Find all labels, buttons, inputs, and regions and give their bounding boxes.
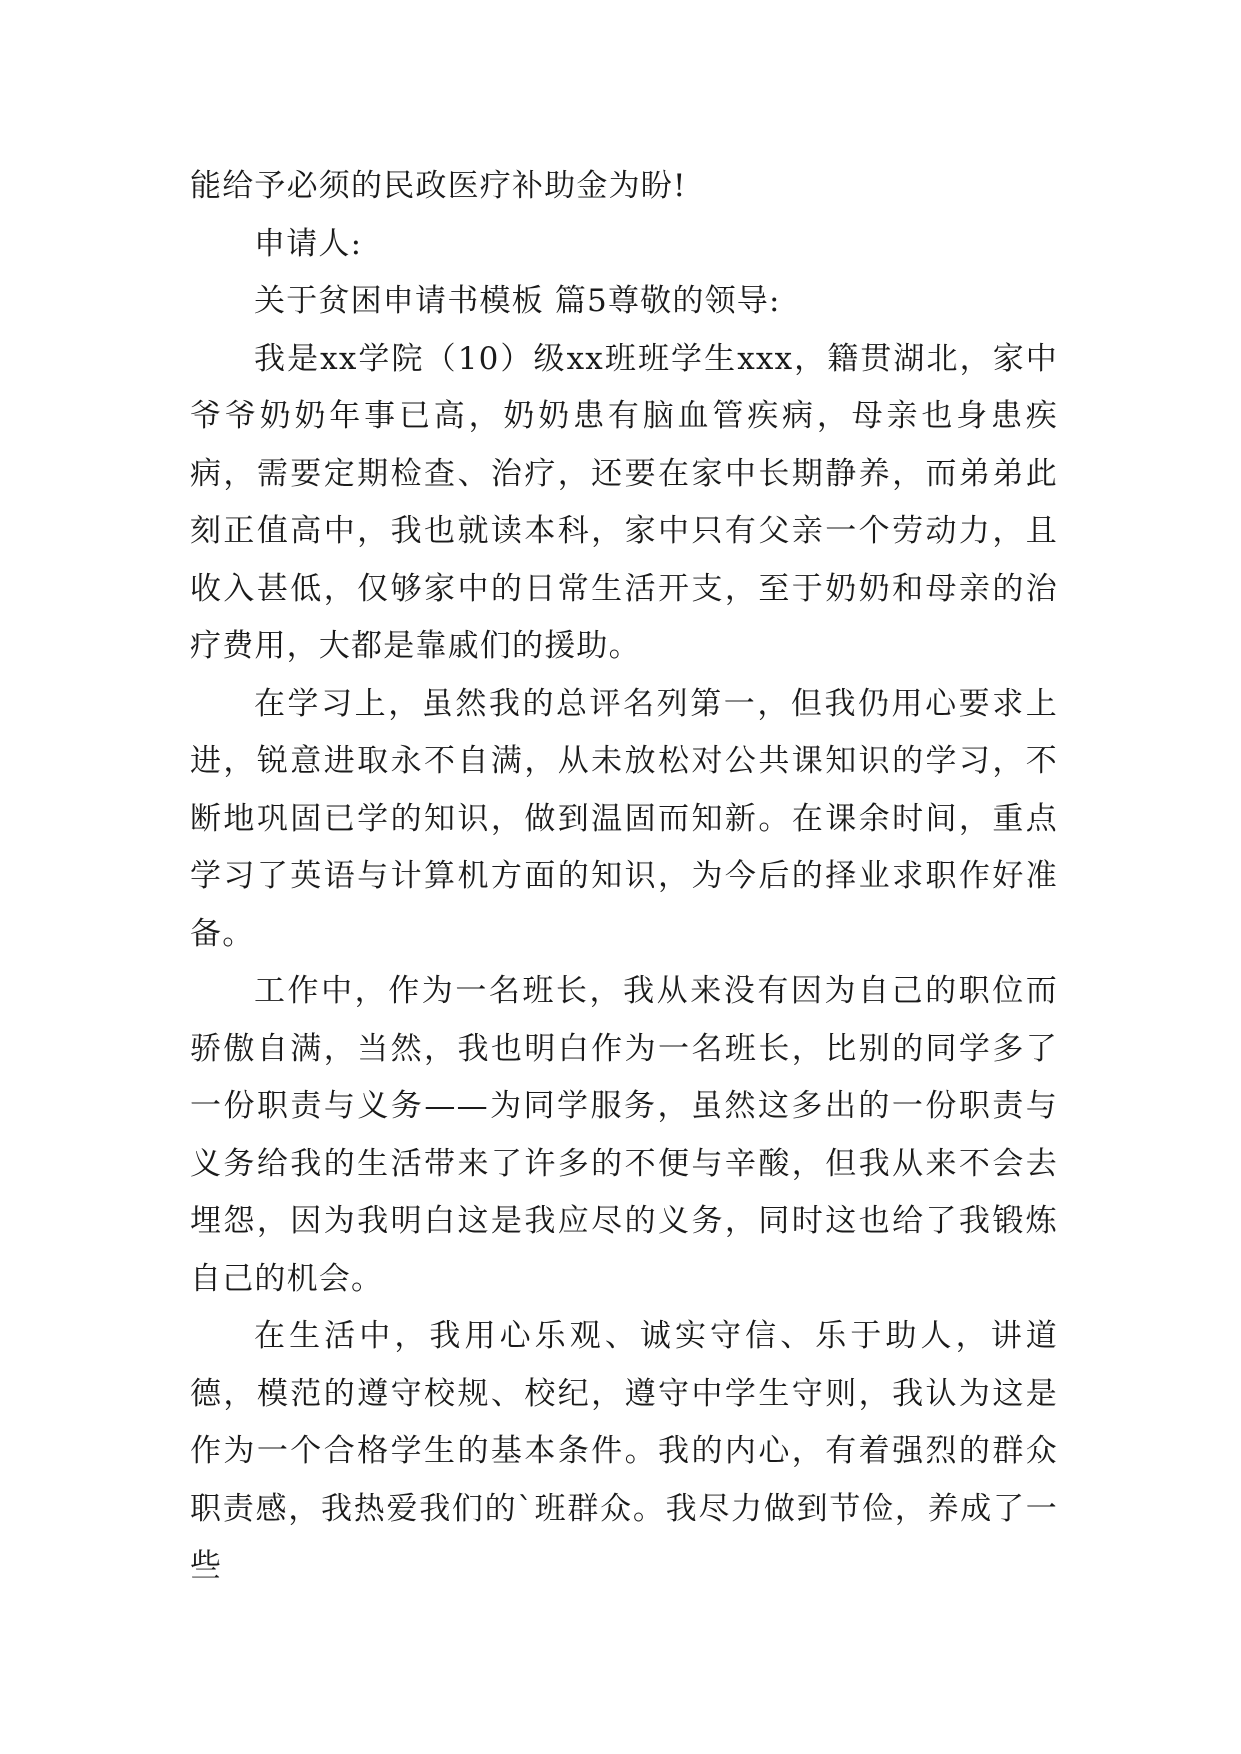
paragraph-work: 工作中，作为一名班长，我从来没有因为自己的职位而骄傲自满，当然，我也明白作为一名班长，比别的同学多了一份职责与义务——为同学服务，虽然这多出的一份职责与义务给我的生活带来了许多的不便与辛酸，但我从来不会去埋怨，因为我明白这是我应尽的义务，同时这也给了我锻炼自己的机会。 <box>190 973 1058 1297</box>
paragraph-closing-line: 能给予必须的民政医疗补助金为盼! <box>190 168 687 204</box>
paragraph-life: 在生活中，我用心乐观、诚实守信、乐于助人，讲道德，模范的遵守校规、校纪，遵守中学生守则，我认为这是作为一个合格学生的基本条件。我的内心，有着强烈的群众职责感，我热爱我们的`班群众。我尽力做到节俭，养成了一些 <box>190 1318 1058 1584</box>
paragraph-applicant: 申请人: <box>254 225 363 262</box>
paragraph-study: 在学习上，虽然我的总评名列第一，但我仍用心要求上进，锐意进取永不自满，从未放松对公共课知识的学习，不断地巩固已学的知识，做到温固而知新。在课余时间，重点学习了英语与计算机方面的知识，为今后的择业求职作好准备。 <box>190 685 1058 952</box>
paragraph-family: 我是xx学院（10）级xx班班学生xxx，籍贯湖北，家中爷爷奶奶年事已高，奶奶患有脑血管疾病，母亲也身患疾病，需要定期检查、治疗，还要在家中长期静养，而弟弟此刻正值高中，我也就读本科，家中只有父亲一个劳动力，且收入甚低，仅够家中的日常生活开支，至于奶奶和母亲的治疗费用，大都是靠戚们的援助。 <box>190 340 1058 664</box>
document-body <box>190 158 1058 1596</box>
paragraph-heading: 关于贫困申请书模板 篇5尊敬的领导: <box>254 283 781 319</box>
